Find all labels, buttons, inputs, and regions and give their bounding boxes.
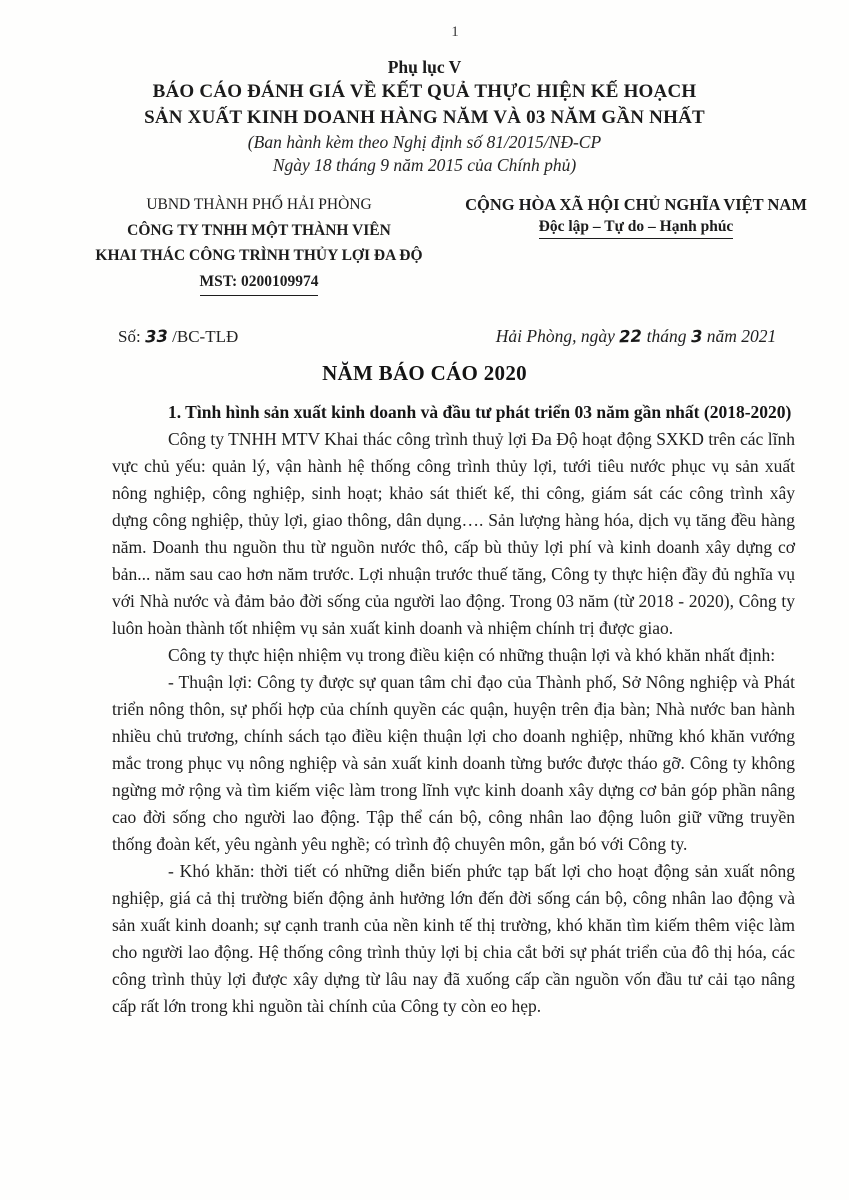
issuer-authority: UBND THÀNH PHỐ HẢI PHÒNG [146, 196, 372, 213]
issuer-tax-code: MST: 0200109974 [200, 269, 319, 297]
paragraph-advantages: - Thuận lợi: Công ty được sự quan tâm chỉ đạo của Thành phố, Sở Nông nghiệp và Phát triển nông thôn, sự phối hợp của chính quyền các quận, huyện trên địa bàn; Nhà nước ban hành nhiều chủ trương, chính sách tạo điều kiện thuận lợi cho doanh nghiệp, những khó khăn vướng mắc trong phục vụ nông nghiệp và sản xuất kinh doanh từng bước được tháo gỡ. Công ty không ngừng mở rộng và tìm kiếm việc làm trong lĩnh vực kinh doanh xây dựng cơ bản góp phần nâng cao đời sống cho người lao động. Tập thể cán bộ, công nhân lao động luôn giữ vững truyền thống đoàn kết, yêu ngành yêu nghề; có trình độ chuyên môn, gắn bó với Công ty. [112, 672, 795, 854]
letterhead [0, 192, 849, 296]
national-motto-line-2: Độc lập – Tự do – Hạnh phúc [539, 218, 734, 239]
report-year-title: NĂM BÁO CÁO 2020 [322, 361, 527, 385]
date-prefix: Hải Phòng, ngày [495, 326, 615, 346]
document-title-line-2: SẢN XUẤT KINH DOANH HÀNG NĂM VÀ 03 NĂM GẦN NHẤT [144, 107, 705, 128]
issuer-tax-code-row [60, 269, 458, 297]
report-body [0, 399, 849, 1020]
appendix-label: Phụ lục V [387, 57, 462, 77]
section-1-heading: 1. Tình hình sản xuất kinh doanh và đầu tư phát triển 03 năm gần nhất (2018-2020) [168, 402, 792, 422]
document-number-label: Số: [118, 327, 141, 346]
date-nam: năm 2021 [706, 326, 777, 346]
issuer-company-line-1: CÔNG TY TNHH MỘT THÀNH VIÊN [127, 221, 391, 239]
date-thang: tháng [646, 326, 687, 346]
document-subtitle-line-2: Ngày 18 tháng 9 năm 2015 của Chính phủ) [272, 155, 577, 175]
place-and-date [458, 326, 814, 347]
page-number: 1 [451, 24, 460, 40]
paragraph-overview: Công ty TNHH MTV Khai thác công trình thuỷ lợi Đa Độ hoạt động SXKD trên các lĩnh vực chủ yếu: quản lý, vận hành hệ thống công trình thủy lợi, tưới tiêu nước phục vụ sản xuất nông nghiệp, công nghiệp, sinh hoạt; khảo sát thiết kế, thi công, giám sát các công trình xây dựng công nghiệp, thủy lợi, giao thông, dân dụng…. Sản lượng hàng hóa, dịch vụ tăng đều hàng năm. Doanh thu nguồn thu từ nguồn nước thô, cấp bù thủy lợi phí và kinh doanh xây dựng cơ bản... năm sau cao hơn năm trước. Lợi nhuận trước thuế tăng, Công ty thực hiện đầy đủ nghĩa vụ với Nhà nước và đảm bảo đời sống của người lao động. Trong 03 năm (từ 2018 - 2020), Công ty luôn hoàn thành tốt nhiệm vụ sản xuất kinh doanh và nhiệm chính trị được giao. [112, 429, 795, 638]
paragraph-conditions-intro: Công ty thực hiện nhiệm vụ trong điều kiện có những thuận lợi và khó khăn nhất định: [168, 645, 776, 665]
document-subtitle-line-1: (Ban hành kèm theo Nghị định số 81/2015/NĐ-CP [247, 132, 602, 152]
document-number-value-handwritten: 33 [144, 326, 169, 347]
paragraph-difficulties: - Khó khăn: thời tiết có những diễn biến phức tạp bất lợi cho hoạt động sản xuất nông nghiệp, giá cả thị trường biến động ảnh hưởng lớn đến đời sống cán bộ, công nhân lao động và sản xuất kinh doanh; sự cạnh tranh của nền kinh tế thị trường, khó khăn tìm kiếm thêm việc làm cho người lao động. Hệ thống công trình thủy lợi bị chia cắt bởi sự phát triển của đô thị hóa, các công trình thủy lợi được xây dựng từ lâu nay đã xuống cấp cần nguồn vốn đầu tư cải tạo nâng cấp rất lớn trong khi nguồn tài chính của Công ty còn eo hẹp. [112, 861, 795, 1016]
national-motto-line-1: CỘNG HÒA XÃ HỘI CHỦ NGHĨA VIỆT NAM [465, 195, 807, 214]
date-day-handwritten: 22 [618, 326, 643, 347]
document-meta-row [0, 326, 849, 347]
document-number-suffix: /BC-TLĐ [172, 327, 239, 346]
date-month-handwritten: 3 [690, 326, 703, 347]
document-number [60, 327, 458, 347]
document-title-line-1: BÁO CÁO ĐÁNH GIÁ VỀ KẾT QUẢ THỰC HIỆN KẾ HOẠCH [152, 81, 697, 102]
issuer-company-line-2: KHAI THÁC CÔNG TRÌNH THỦY LỢI ĐA ĐỘ [95, 247, 423, 264]
issuer-block [60, 192, 458, 296]
national-motto-block [458, 192, 814, 296]
